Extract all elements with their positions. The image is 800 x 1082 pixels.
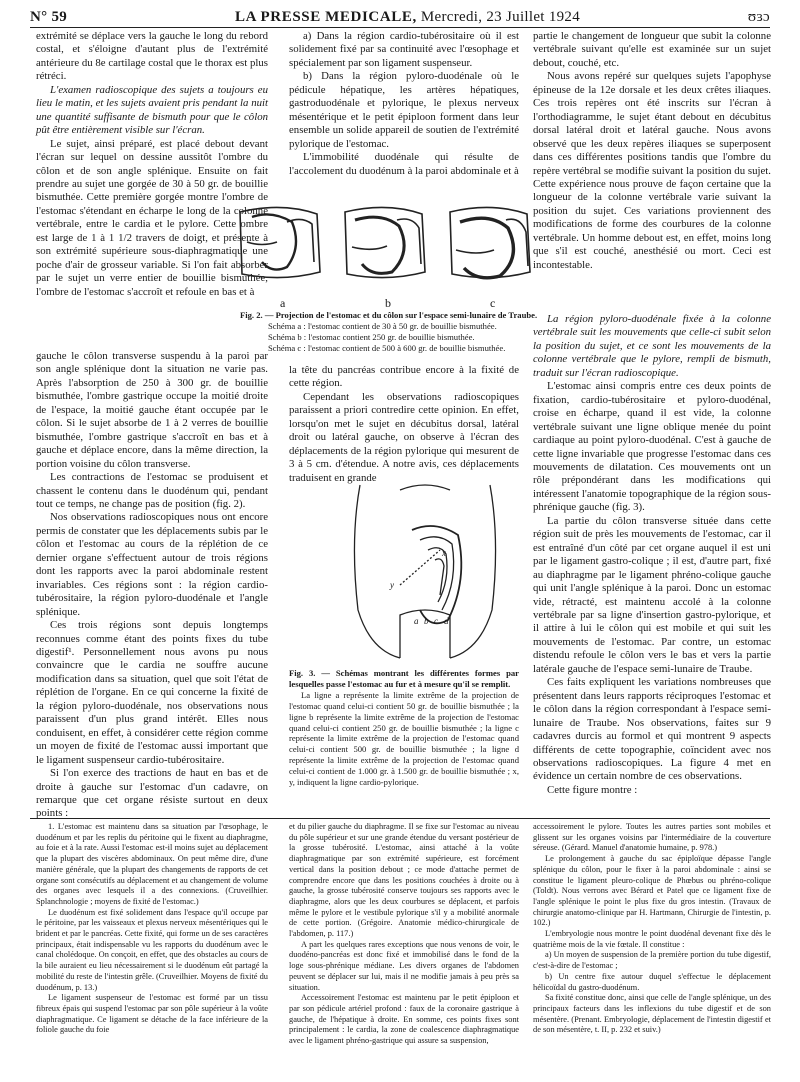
caption-line: Schéma b : l'estomac contient 250 gr. de bouillie bismuthée. [268, 332, 475, 342]
footnote: Le ligament suspenseur de l'estomac est formé par un tissu fibreux épais qui suspend l'estomac par son pôle supérieur à la voûte diaphragmatique. Ce ligament se détache de la face inférieure de la foliole gauche du foie [36, 993, 268, 1035]
header-rule [30, 27, 770, 28]
page-number: N° 59 [30, 9, 68, 25]
footnote: L'embryologie nous montre le point duodénal devenant fixe dès le quatrième mois de la vie fœtale. Il constitue : [533, 929, 771, 949]
figure-2-label-a: a [280, 296, 286, 310]
running-head: LA PRESSE MEDICALE, Mercredi, 23 Juillet 1924 [234, 9, 581, 25]
paragraph: extrémité se déplace vers la gauche le long du rebord costal, et s'éloigne d'autant plus de l'extrémité antérieure du 8e cartilage costal que le thorax est plus rétréci. [36, 30, 268, 83]
paragraph: La partie du côlon transverse située dans cette région suit de près les mouvements de l'estomac, car il est entraîné d'un côté par cet organe auquel il est uni par le ligament gastro-colique ; il est, d'autre part, fixé au diaphragme par le ligament phréno-colique gauche qui unit l'angle splénique à la paroi. Donc un estomac vide, rétracté, est maintenu accolé à la colonne vertébrale par sa ligne d'insertion gastro-pylorique, et il attire à lui le côlon qui est mobile et qui suit les mouvements de l'estomac. Par contre, un estomac distendu refoule le côlon vers le bas et vers la partie latérale gauche de l'espace semi-lunaire de Traube. [533, 514, 771, 675]
paragraph: L'estomac ainsi compris entre ces deux points de fixation, cardio-tubérositaire et pyloro-duodénal, croise en écharpe, quand il est vide, la colonne vertébrale suivant une ligne oblique menée du point cardiaque au point pyloro-duodénal. C'est à gauche de cette ligne invariable que progresse l'estomac dans ces mouvements de dilatation. Ces mouvements ont un rôle prépondérant dans les modifications qui intéressent l'anatomie topographique de la région sous-phrénique gauche (fig. 3). [533, 380, 771, 514]
paragraph: La région pyloro-duodénale fixée à la colonne vertébrale suit les mouvements que celle-ci subit selon la position du sujet, et ce sont les mouvements de la colonne vertébrale que le pylore, rempli de bismuth, traduit sur l'écran radioscopique. [533, 313, 771, 379]
footnotes-column-3 [533, 822, 771, 1036]
figure-2-drawing [232, 202, 532, 297]
column-2-bottom [289, 364, 519, 485]
paragraph: Cette figure montre : [547, 783, 638, 796]
footnote: et du pilier gauche du diaphragme. Il se fixe sur l'estomac au niveau du pôle supérieur et sur une grande étendue du versant postérieur de la grosse tubérosité. L'estomac, ainsi attaché à la voûte diaphragmatique par son extrémité supérieure, est forcément vertical dans la position debout ; ce mode d'attache permet de comprendre encore que dans les positions couchées à droite ou à gauche, la grosse tubérosité conserve toujours ses rapports avec le diaphragme, alors que les deux courbures se déplacent, et parfois même le pylore et le vestibule pylorique s'il y a mobilité anormale de cette portion. (Grégoire. Anatomie médico-chirurgicale de l'abdomen, p. 117.) [289, 822, 519, 939]
page-header [30, 4, 770, 26]
figure-3-label-d: d [444, 616, 449, 626]
footnote: Le prolongement à gauche du sac épiploïque dépasse l'angle splénique du côlon, pour le fixer à la paroi abdominale : ainsi se constitue le ligament pleuro-colique de Phœbus ou phréno-colique (Toldt). Nous verrons avec Bérard et Patel que ce ligament fixe de l'angle splénique le point le plus fixe du gros intestin. (Travaux de chirurgie anatomo-clinique par H. Hartmann, Chirurgie de l'intestin, p. 102.) [533, 854, 771, 928]
caption-text: La ligne a représente la limite extrême de la projection de l'estomac quand celui-ci contient 50 gr. de bouillie bismuthée ; la ligne b représente la limite extrême de la projection de l'estomac quand celui-ci contient 250 gr. de bouillie bismuthée ; la ligne c représente la limite extrême de la projection de l'estomac quand celui-ci contient 500 gr. de bouillie bismuthée ; la ligne d représente la limite extrême de la projection de l'estomac quand celui-ci contient de 1.000 gr. à 1.500 gr. de bouillie bismuthée ; x, y, indiquent la ligne cardio-pylorique. [289, 689, 519, 788]
paragraph: Ces faits expliquent les variations nombreuses que présentent dans leurs rapports réciproques l'estomac et le côlon dans la région correspondant à l'espace semi-lunaire de Traube. Nos observations, faites sur 9 cadavres durcis au formol et qui montrent 9 aspects différents de cette topographie, coïncident avec nos observations radioscopiques. La figure 4 met en évidence un certain nombre de ces observations. [533, 676, 771, 783]
caption-title: Fig. 2. — Projection de l'estomac et du côlon sur l'espace semi-lunaire de Traube. [240, 310, 538, 320]
figure-3-caption [289, 668, 519, 788]
paragraph: Si l'on exerce des tractions de haut en bas et de droite à gauche sur l'estomac d'un cadavre, on remarque que cet organe résiste surtout en deux points : [36, 767, 268, 820]
footnote: Le duodénum est fixé solidement dans l'espace qu'il occupe par le péritoine, par les vaisseaux et plexus nerveux mésentériques qui le brident et par le pancréas. Cette fixité, qui forme un de ses caractères principaux, était indispensable vu les rapports du duodénum avec le canal cholédoque. On conçoit, en effet, que des obstacles au cours de la bile auraient eu lieu nécessairement si le duodénum eût partagé la mobilité du reste de l'intestin grêle. (Cruveilhier. Moyens de fixité du duodénum, p. 13.) [36, 907, 268, 992]
footnote: Accessoirement l'estomac est maintenu par le petit épiploon et par son pédicule artériel profond : faux de la coronaire gastrique à gauche, de l'hépatique à droite. En somme, ces points fixes sont principalement : le cardia, la zone de coalescence diaphragmatique avec le ligament phréno-gastrique qui assure sa suspension, [289, 993, 519, 1046]
paragraph: a) Dans la région cardio-tubérositaire où il est solidement fixé par sa continuité avec l'œsophage et spécialement par son ligament suspenseur. [289, 30, 519, 69]
paragraph: gauche le côlon transverse suspendu à la paroi par son angle splénique dont la situation ne varie pas. Après l'absorption de 250 à 300 gr. de bouillie bismuthée, l'ombre gastrique occupe la moitié droite de l'espace, la moitié gauche étant occupée par le côlon. Si le sujet absorbe de 1 à 2 verres de bouillie bismuthée, l'ombre gastrique s'accroît en bas et à gauche et déplace encore, dans la même direction, la portion voisine du côlon transverse. [36, 350, 268, 470]
figure-2-label-b: b [385, 296, 391, 310]
column-3-top [533, 30, 771, 300]
figure-3-drawing [340, 480, 510, 660]
figure-2-label-c: c [490, 296, 496, 310]
caption-title: Fig. 3. — Schémas montrant les différentes formes par lesquelles passe l'estomac au fur et à mesure qu'il se remplit. [289, 668, 519, 689]
footnotes-column-2 [289, 822, 519, 1047]
footnote: a) Un moyen de suspension de la première portion du tube digestif, c'est-à-dire de l'estomac ; [533, 950, 771, 971]
schema-c [450, 207, 530, 277]
footnote: accessoirement le pylore. Toutes les autres parties sont mobiles et glissent sur les organes voisins par l'intermédiaire de la couverture séreuse. (Gérard. Manuel d'anatomie humaine, p. 978.) [533, 822, 771, 853]
caption-line: Schéma c : l'estomac contient de 500 à 600 gr. de bouillie bismuthée. [268, 343, 506, 353]
column-3-bottom [533, 313, 771, 797]
footnote: Sa fixité constitue donc, ainsi que celle de l'angle splénique, un des principaux facteurs dans les inflexions du tube digestif et de son mésentère. (Prenant. Embryologie, déplacement de l'intestin digestif et de son mésentère, t. II, p. 232 et suiv.) [533, 993, 771, 1035]
paragraph: b) Dans la région pyloro-duodénale où le pédicule hépatique, les artères hépatiques, gastroduodénale et pylorique, le plexus nerveux mésentérique et le petit épiploon forment dans leur ensemble un solide appareil de soutien de l'extrémité pylorique de l'estomac. [289, 70, 519, 150]
footnotes-column-1 [36, 822, 268, 1036]
paragraph: la tête du pancréas contribue encore à la fixité de cette région. [289, 364, 519, 390]
folio: ʊɜɔ [747, 9, 770, 25]
footnote-rule [30, 818, 770, 819]
caption-line: Schéma a : l'estomac contient de 30 à 50 gr. de bouillie bismuthée. [268, 321, 497, 331]
figure-2-caption [240, 310, 540, 354]
paragraph: Cependant les observations radioscopiques paraissent a priori contredire cette opinion. En effet, lorsqu'on met le sujet en décubitus dorsal, latéral droit ou latéral gauche, on observe à l'écran des déplacements de la région pylorique qui mesurent de 3 à 5 cm. d'étendue. A notre avis, ces déplacements traduisent en grande [289, 390, 519, 484]
column-1-bottom [36, 350, 268, 821]
paragraph: Les contractions de l'estomac se produisent et chassent le contenu dans le duodénum qui, pendant tout ce temps, ne change pas de position (fig. 2). [36, 471, 268, 510]
column-2-top [289, 30, 519, 178]
figure-3-label-y: y [390, 580, 394, 590]
figure-3-label-a: a [414, 616, 419, 626]
paragraph: Nos observations radioscopiques nous ont encore permis de constater que les déplacements subis par le côlon et l'estomac au cours de la réplétion de ce dernier organe s'effectuent autour de trois régions dont les rapports avec la paroi abdominale restent invariables. Ces régions sont : la région cardio-tubérositaire, la région pyloro-duodénale et l'angle splénique. [36, 511, 268, 618]
paragraph: Le sujet, ainsi préparé, est placé debout devant l'écran sur lequel on dessine aussitôt l'ombre du côlon et de son angle splénique. Ensuite on fait prendre au sujet une gorgée de 30 à 50 gr. de bouillie bismuthée. Cette première gorgée montre l'ombre de l'estomac s'étendant en écharpe le long de la colonne vertébrale, entre le cardia et le pylore. Cette ombre est large de 1 à 1 1/2 travers de doigt, et présente à son extrémité supérieure sous-diaphragmatique une poche d'air de grosseur variable. Si l'on fait absorber par le sujet un verre entier de bouillie bismuthée, l'ombre de l'estomac s'accroît et refoule en bas et à [36, 137, 268, 298]
footnote: A part les quelques rares exceptions que nous venons de voir, le duodéno-pancréas est donc fixé et immobilisé dans le fond de la loge sous-phrénique médiane. Les divers organes de l'abdomen peuvent se déplacer sur lui, mais il ne modifie jamais à peu près sa situation. [289, 939, 519, 992]
paragraph: Ces trois régions sont depuis longtemps reconnues comme étant des points fixes du tube digestif¹. Personnellement nous avons pu nous convaincre que le cardia ne souffre aucune modification dans sa situation, quel que soit l'état de réplétion de l'organe. En ce qui concerne la fixité de la région pyloro-duodénale, nos observations nous paraissent d'un plus grand intérêt. Elles nous conduisent, en effet, à considérer cette région comme un moyen de fixité de l'estomac aussi important que le ligament suspenseur cardio-tubérositaire. [36, 619, 268, 766]
paragraph: partie le changement de longueur que subit la colonne vertébrale suivant qu'elle est examinée sur un sujet debout, couché, etc. [533, 30, 771, 69]
schema-a [240, 207, 320, 277]
paragraph: L'immobilité duodénale qui résulte de l'accolement du duodénum à la paroi abdominale et à [289, 151, 519, 177]
figure-3-label-b: b [424, 616, 429, 626]
figure-3-label-c: c [434, 616, 438, 626]
paragraph: Nous avons repéré sur quelques sujets l'apophyse épineuse de la 12e dorsale et les deux crêtes iliaques. Ces trois repères ont été inscrits sur l'écran à l'orthodiagramme, le sujet étant debout en décubitus dorsal latéral droit et latéral gauche. Nous avons observé que les deux repères iliaques se superposent dans ces différentes positions tandis que l'ombre du repère vertébral se modifie suivant la position du sujet. Cette expérience nous prouve de façon certaine que la longueur de la colonne vertébrale varie suivant la position du sujet. Ces variations proviennent des modifications de forme des courbures de la colonne vertébrale. Un homme debout est, en effet, moins long que s'il est couché, anesthésié ou mort. Ceci est incontestable. [533, 70, 771, 271]
footnote: 1. L'estomac est maintenu dans sa situation par l'œsophage, le duodénum et par les replis du péritoine qui le fixent au diaphragme, au foie et à la rate. Aussi l'estomac est-il moins sujet au déplacement que la plupart des viscères abdominaux. On peut même dire, d'une manière générale, que la plupart des changements de rapports de cet organe sont consécutifs au déplacement et au changement de volume des organes avec lesquels il a des connexions. (Cruveilhier. Splanchnologie ; moyens de fixité de l'estomac.) [36, 822, 268, 906]
paragraph: L'examen radioscopique des sujets a toujours eu lieu le matin, et les sujets avaient pris pendant la nuit une quantité suffisante de bismuth pour que le côlon pût être entièrement visible sur l'écran. [36, 83, 268, 137]
footnote: b) Un centre fixe autour duquel s'effectue le déplacement hélicoïdal du gastro-duodénum. [533, 971, 771, 992]
schema-b [345, 207, 425, 277]
figure-3-label-x: x [442, 548, 446, 558]
figure-3 [340, 480, 510, 660]
figure-2 [232, 202, 532, 310]
